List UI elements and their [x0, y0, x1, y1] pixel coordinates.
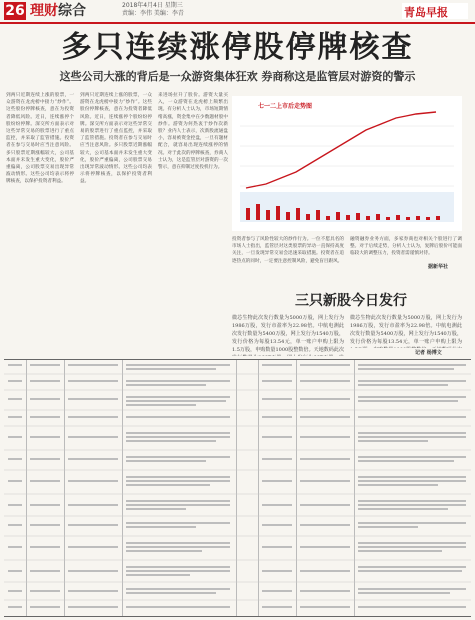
article-column-3: 来进场拉升了股价。游资大量买入，一众游资在龙虎榜上频繁出现。有分析人士认为，市场短期情绪高涨，资金集中在少数题材股中炒作。游资为何热衷于炒作次新股？业内人士表示，次新股流通盘小，容易被资金控盘，一旦有题材配合，就容易出现连续涨停的情况。对于此次的停牌核查，券商人士认为，这是监管层对游资的一次警示，意在抑制过度投机行为。: [158, 93, 228, 171]
article-column-4: 投资者参与了风险性较大的炒作行为。一位不愿具名的市场人士指出，监管层对这类股票的异动一直保持高度关注，一旦发现异常交易会迅速采取措施。投资者在追逐热点的同时，一定要注意控制风险，避免盲目跟风。: [232, 237, 344, 264]
article-column-1: 到两只近期连续上涨的股票，一众游资在龙虎榜中接力“炒作”。这些股份停牌核查，意在为投资者降低风险。近日，连续涨停个股纷纷停牌。深交所方面表示对这些异常交易的股票进行了重点监控，并采取了监管措施。投资者在参与交易时应当注意风险。多只股票近期涨幅较大，公司基本面并未发生重大变化，股价严重偏离，公司股票交易出现异常波动情形。这些公司均表示将停牌核查，以保护投资者利益。: [6, 93, 74, 185]
article-column-2: 到两只近期连续上涨的股票，一众游资在龙虎榜中接力“炒作”。这些股份停牌核查，意在为投资者降低风险。近日，连续涨停个股纷纷停牌。深交所方面表示对这些异常交易的股票进行了重点监控，并采取了监管措施。投资者在参与交易时应当注意风险。多只股票近期涨幅较大，公司基本面并未发生重大变化，股价严重偏离，公司股票交易出现异常波动情形。这些公司均表示将停牌核查，以保护投资者利益。: [80, 93, 152, 185]
main-headline: 多只连续涨停股停牌核查: [61, 30, 414, 65]
editor-text: 责编：李伟 美编：李青: [122, 10, 184, 17]
date-line: [122, 2, 184, 18]
article-column-5: 融资融券业务方面，多家券商也对相关个股进行了调整。对于后续走势，分析人士认为，复牌后股价可能面临较大的调整压力，投资者需谨慎对待。: [350, 237, 462, 257]
fine-print: [8, 364, 466, 608]
newspaper-logo: [402, 1, 468, 21]
chart-title: 七一二上市后走势图: [258, 103, 313, 110]
table-rows: [4, 360, 471, 616]
section-name: 理财: [30, 3, 58, 19]
stock-chart: [232, 96, 462, 231]
chart-svg: [232, 96, 462, 231]
byline: 记者 杨博文: [415, 350, 442, 356]
ipo-article-1: 微芯生物此次发行数量为5000万股，网上发行为1986万股，发行市盈率为22.98倍。中航电测此次发行数量为5400万股，网上发行为1540万股，发行价格为每股13.54元，单一账户申购上限为1.5万股，申购数量1000股整数倍。天地数码此次: [232, 315, 344, 353]
page-number: 26: [5, 3, 25, 19]
date-text: 2018年4月4日 星期三: [122, 2, 183, 9]
section-title: [30, 2, 86, 20]
logo-image: [402, 1, 468, 21]
section-heading: 三只新股今日发行: [295, 293, 407, 309]
ipo-article-2: 微芯生物此次发行数量为5000万股，网上发行为1986万股，发行市盈率为22.98倍。中航电测此次发行数量为5400万股，网上发行为1540万股，发行价格为每股13.54元，单一账户申购上限为: [350, 315, 462, 345]
section-sub: 综合: [58, 3, 86, 19]
editor-note: 据新华社: [428, 264, 449, 270]
stock-data-table: [4, 359, 471, 617]
svg-text:青岛早报: 青岛早报: [404, 6, 448, 19]
sub-headline: 这些公司大涨的背后是一众游资集体狂欢 券商称这是监管层对游资的警示: [59, 70, 416, 83]
